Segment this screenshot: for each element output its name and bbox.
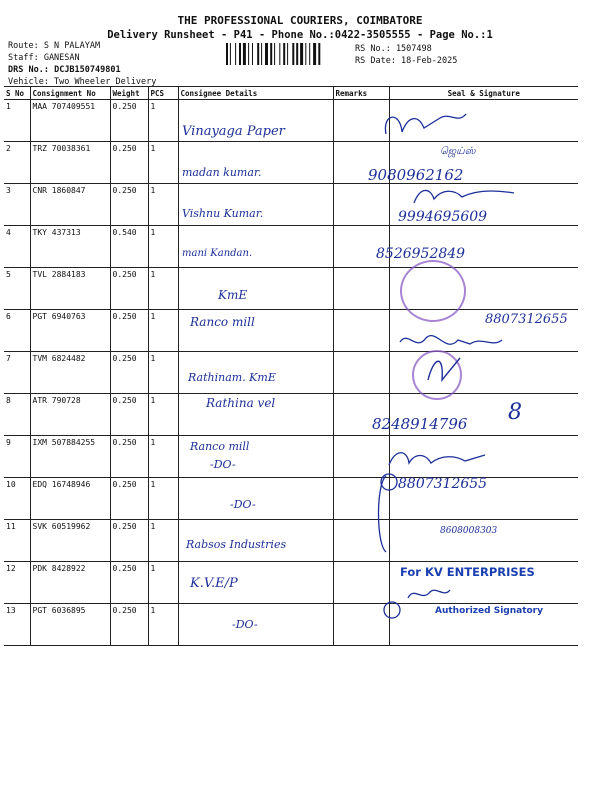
handwritten-consignee: Ranco mill <box>190 315 255 329</box>
cell-pcs: 1 <box>148 436 178 478</box>
cell-remarks <box>333 352 389 394</box>
table-row <box>4 478 578 520</box>
table-row <box>4 268 578 310</box>
vehicle-info: Vehicle: Two Wheeler Delivery <box>8 77 157 87</box>
cell-consignment: TRZ 70038361 <box>30 142 110 184</box>
table-row <box>4 142 578 184</box>
handwritten-phone: 9994695609 <box>398 209 488 225</box>
cell-pcs: 1 <box>148 562 178 604</box>
table-row <box>4 226 578 268</box>
handwritten-consignee: Vishnu Kumar. <box>182 207 264 220</box>
cell-weight: 0.250 <box>110 436 148 478</box>
cell-consignment: TVM 6824482 <box>30 352 110 394</box>
cell-sno: 7 <box>4 352 30 394</box>
handwritten-consignee: madan kumar. <box>182 166 262 179</box>
document-subtitle: Delivery Runsheet - P41 - Phone No.:0422-3505555 - Page No.:1 <box>107 29 493 41</box>
cell-sno: 13 <box>4 604 30 646</box>
col-consignment: Consignment No <box>30 87 110 100</box>
signature-scribble <box>420 350 470 394</box>
handwritten-phone: 8807312655 <box>485 312 568 327</box>
cell-consignment: CNR 1860847 <box>30 184 110 226</box>
handwritten-consignee: Rabsos Industries <box>186 538 287 551</box>
cell-consignment: PDK 8428922 <box>30 562 110 604</box>
handwritten-consignee: -DO- <box>230 498 256 511</box>
cell-weight: 0.250 <box>110 478 148 520</box>
col-sno: S No <box>4 87 30 100</box>
cell-remarks <box>333 184 389 226</box>
signature-scribble <box>404 584 454 604</box>
handwritten-phone: 8807312655 <box>398 476 488 492</box>
cell-consignment: ATR 790728 <box>30 394 110 436</box>
handwritten-consignee: K.V.E/P <box>190 576 238 591</box>
cell-consignment: IXM 507884255 <box>30 436 110 478</box>
cell-weight: 0.250 <box>110 352 148 394</box>
handwritten-consignee: Vinayaga Paper <box>182 124 285 139</box>
cell-pcs: 1 <box>148 100 178 142</box>
col-seal: Seal & Signature <box>389 87 578 100</box>
handwritten-consignee: -DO- <box>232 618 258 631</box>
cell-consignment: TKY 437313 <box>30 226 110 268</box>
cell-sno: 2 <box>4 142 30 184</box>
cell-pcs: 1 <box>148 520 178 562</box>
col-remarks: Remarks <box>333 87 389 100</box>
col-weight: Weight <box>110 87 148 100</box>
bracket-mark-icon <box>374 474 388 554</box>
table-row <box>4 100 578 142</box>
cell-pcs: 1 <box>148 142 178 184</box>
cell-weight: 0.250 <box>110 520 148 562</box>
cell-consignment: TVL 2884183 <box>30 268 110 310</box>
round-seal-icon <box>400 260 466 322</box>
cell-weight: 0.250 <box>110 268 148 310</box>
handwritten-consignee: mani Kandan. <box>182 248 253 259</box>
cell-pcs: 1 <box>148 352 178 394</box>
tamil-signature: ஜெய்ஸ் <box>440 146 476 157</box>
handwritten-phone: 8526952849 <box>376 246 466 262</box>
cell-consignee <box>178 268 333 310</box>
stamp-company-name: For KV ENTERPRISES <box>400 565 535 579</box>
cell-consignment: PGT 6940763 <box>30 310 110 352</box>
cell-pcs: 1 <box>148 394 178 436</box>
handwritten-phone: 8608008303 <box>440 526 498 536</box>
cell-sno: 3 <box>4 184 30 226</box>
cell-consignment: MAA 707409551 <box>30 100 110 142</box>
cell-consignment: PGT 6036895 <box>30 604 110 646</box>
runsheet-table <box>4 86 578 646</box>
cell-pcs: 1 <box>148 310 178 352</box>
table-row <box>4 352 578 394</box>
cell-weight: 0.250 <box>110 142 148 184</box>
signature-scribble <box>380 104 470 144</box>
cell-weight: 0.250 <box>110 184 148 226</box>
drs-label: DRS No.: <box>8 65 49 75</box>
drs-info <box>8 64 121 76</box>
rs-number: RS No.: 1507498 <box>355 44 432 54</box>
col-consignee: Consignee Details <box>178 87 333 100</box>
cell-remarks <box>333 310 389 352</box>
signature-scribble <box>410 185 520 209</box>
cell-pcs: 1 <box>148 226 178 268</box>
handwritten-consignee: KmE <box>218 288 248 302</box>
route-info: Route: S N PALAYAM <box>8 41 101 51</box>
cell-sno: 5 <box>4 268 30 310</box>
cell-sno: 12 <box>4 562 30 604</box>
stamp-authorized-signatory: Authorized Signatory <box>435 606 543 616</box>
staff-info: Staff: GANESAN <box>8 53 80 63</box>
cell-sno: 1 <box>4 100 30 142</box>
handwritten-consignee: Ranco mill <box>190 440 250 453</box>
signature-scribble <box>385 445 495 473</box>
cell-weight: 0.250 <box>110 394 148 436</box>
handwritten-consignee: Rathina vel <box>206 396 276 410</box>
document-title: THE PROFESSIONAL COURIERS, COIMBATORE <box>177 14 423 27</box>
cell-pcs: 1 <box>148 478 178 520</box>
drs-value: DCJB150749801 <box>54 65 121 75</box>
cell-pcs: 1 <box>148 184 178 226</box>
cell-sno: 4 <box>4 226 30 268</box>
cell-weight: 0.540 <box>110 226 148 268</box>
cell-sno: 8 <box>4 394 30 436</box>
cell-consignment: EDQ 16748946 <box>30 478 110 520</box>
cell-sno: 11 <box>4 520 30 562</box>
table-row <box>4 394 578 436</box>
cell-sno: 6 <box>4 310 30 352</box>
cell-weight: 0.250 <box>110 562 148 604</box>
ditto-mark: -DO- <box>210 458 236 471</box>
cell-pcs: 1 <box>148 604 178 646</box>
handwritten-phone: 8248914796 <box>372 415 468 433</box>
cell-weight: 0.250 <box>110 310 148 352</box>
cell-weight: 0.250 <box>110 100 148 142</box>
cell-sno: 9 <box>4 436 30 478</box>
signature-digit: 8 <box>508 400 522 425</box>
handwritten-phone: 9080962162 <box>368 166 464 184</box>
table-header-row <box>4 87 578 100</box>
col-pcs: PCS <box>148 87 178 100</box>
cell-weight: 0.250 <box>110 604 148 646</box>
cell-consignment: SVK 60519962 <box>30 520 110 562</box>
handwritten-consignee: Rathinam. KmE <box>188 371 276 384</box>
cell-sno: 10 <box>4 478 30 520</box>
cell-remarks <box>333 268 389 310</box>
rs-date: RS Date: 18-Feb-2025 <box>355 56 458 66</box>
circle-mark-icon <box>380 598 404 622</box>
barcode <box>226 43 346 65</box>
cell-pcs: 1 <box>148 268 178 310</box>
cell-consignee <box>178 226 333 268</box>
